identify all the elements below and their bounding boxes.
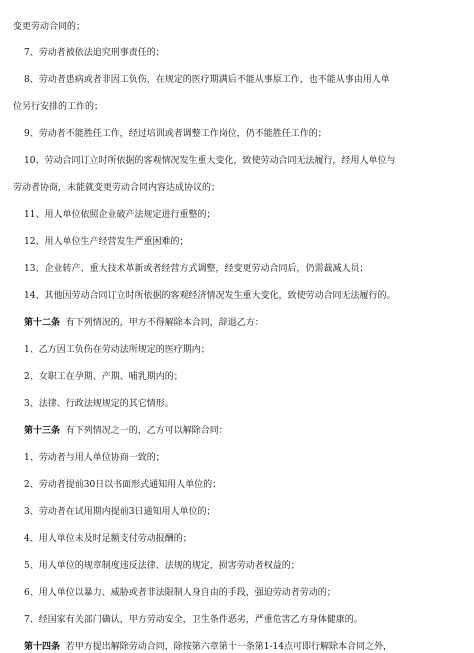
text-line: 10、劳动合同订立时所依据的客观情况发生重大变化，致使劳动合同无法履行，经用人单位与 bbox=[24, 156, 396, 166]
text-line: 1、乙方因工负伤在劳动法所规定的医疗期内； bbox=[24, 345, 210, 355]
text-line: 变更劳动合同的； bbox=[13, 22, 86, 32]
text-line: 14、其他因劳动合同订立时所依据的客观经济情况发生重大变化，致使劳动合同无法履行的。 bbox=[24, 291, 396, 301]
text-line: 劳动者协商，未能就变更劳动合同内容达成协议的； bbox=[13, 183, 221, 193]
text-line: 3、法律、行政法规规定的其它情形。 bbox=[24, 399, 174, 409]
article-heading: 第十二条 bbox=[24, 318, 61, 328]
text-line: 12、用人单位生产经营发生严重困难的； bbox=[24, 237, 189, 247]
article-text: 若甲方提出解除劳动合同，除按第六章第十一条第1-14点可即行解除本合同之外， bbox=[65, 642, 392, 652]
text-line: 6、用人单位以暴力、威胁或者非法限制人身自由的手段，强迫劳动者劳动的； bbox=[24, 588, 336, 598]
article-text: 有下列情况之一的，乙方可以解除合同： bbox=[65, 426, 228, 436]
article-12 bbox=[0, 317, 474, 329]
text-line: 1、劳动者与用人单位协商一致的； bbox=[24, 453, 165, 463]
text-line: 4、用人单位未及时足额支付劳动报酬的； bbox=[24, 534, 192, 544]
article-heading: 第十三条 bbox=[24, 426, 61, 436]
text-line: 位另行安排的工作的； bbox=[13, 102, 104, 112]
text-line: 13、企业转产、重大技术革新或者经营方式调整，经变更劳动合同后，仍需裁减人员； bbox=[24, 264, 369, 274]
text-line: 9、劳动者不能胜任工作，经过培训或者调整工作岗位，仍不能胜任工作的； bbox=[24, 129, 327, 139]
text-line: 5、用人单位的规章制度违反法律、法规的规定，损害劳动者权益的； bbox=[24, 561, 300, 571]
text-line: 2、劳动者提前30日以书面形式通知用人单位的； bbox=[24, 480, 222, 490]
text-line: 7、劳动者被依法追究刑事责任的； bbox=[24, 48, 165, 58]
article-13 bbox=[0, 425, 474, 437]
article-heading: 第十四条 bbox=[24, 642, 61, 652]
text-line: 2、女职工在孕期、产期、哺乳期内的； bbox=[24, 372, 183, 382]
article-14 bbox=[0, 641, 474, 653]
text-line: 8、劳动者患病或者非因工负伤，在规定的医疗期满后不能从事原工作，也不能从事由用人单 bbox=[24, 75, 390, 85]
article-text: 有下列情况的，甲方不得解除本合同，辞退乙方： bbox=[65, 318, 264, 328]
text-line: 3、劳动者在试用期内提前3日通知用人单位的； bbox=[24, 507, 216, 517]
text-line: 7、经国家有关部门确认，甲方劳动安全，卫生条件恶劣，严重危害乙方身体健康的。 bbox=[24, 615, 363, 625]
text-line: 11、用人单位依照企业破产法规定进行重整的； bbox=[24, 210, 216, 220]
